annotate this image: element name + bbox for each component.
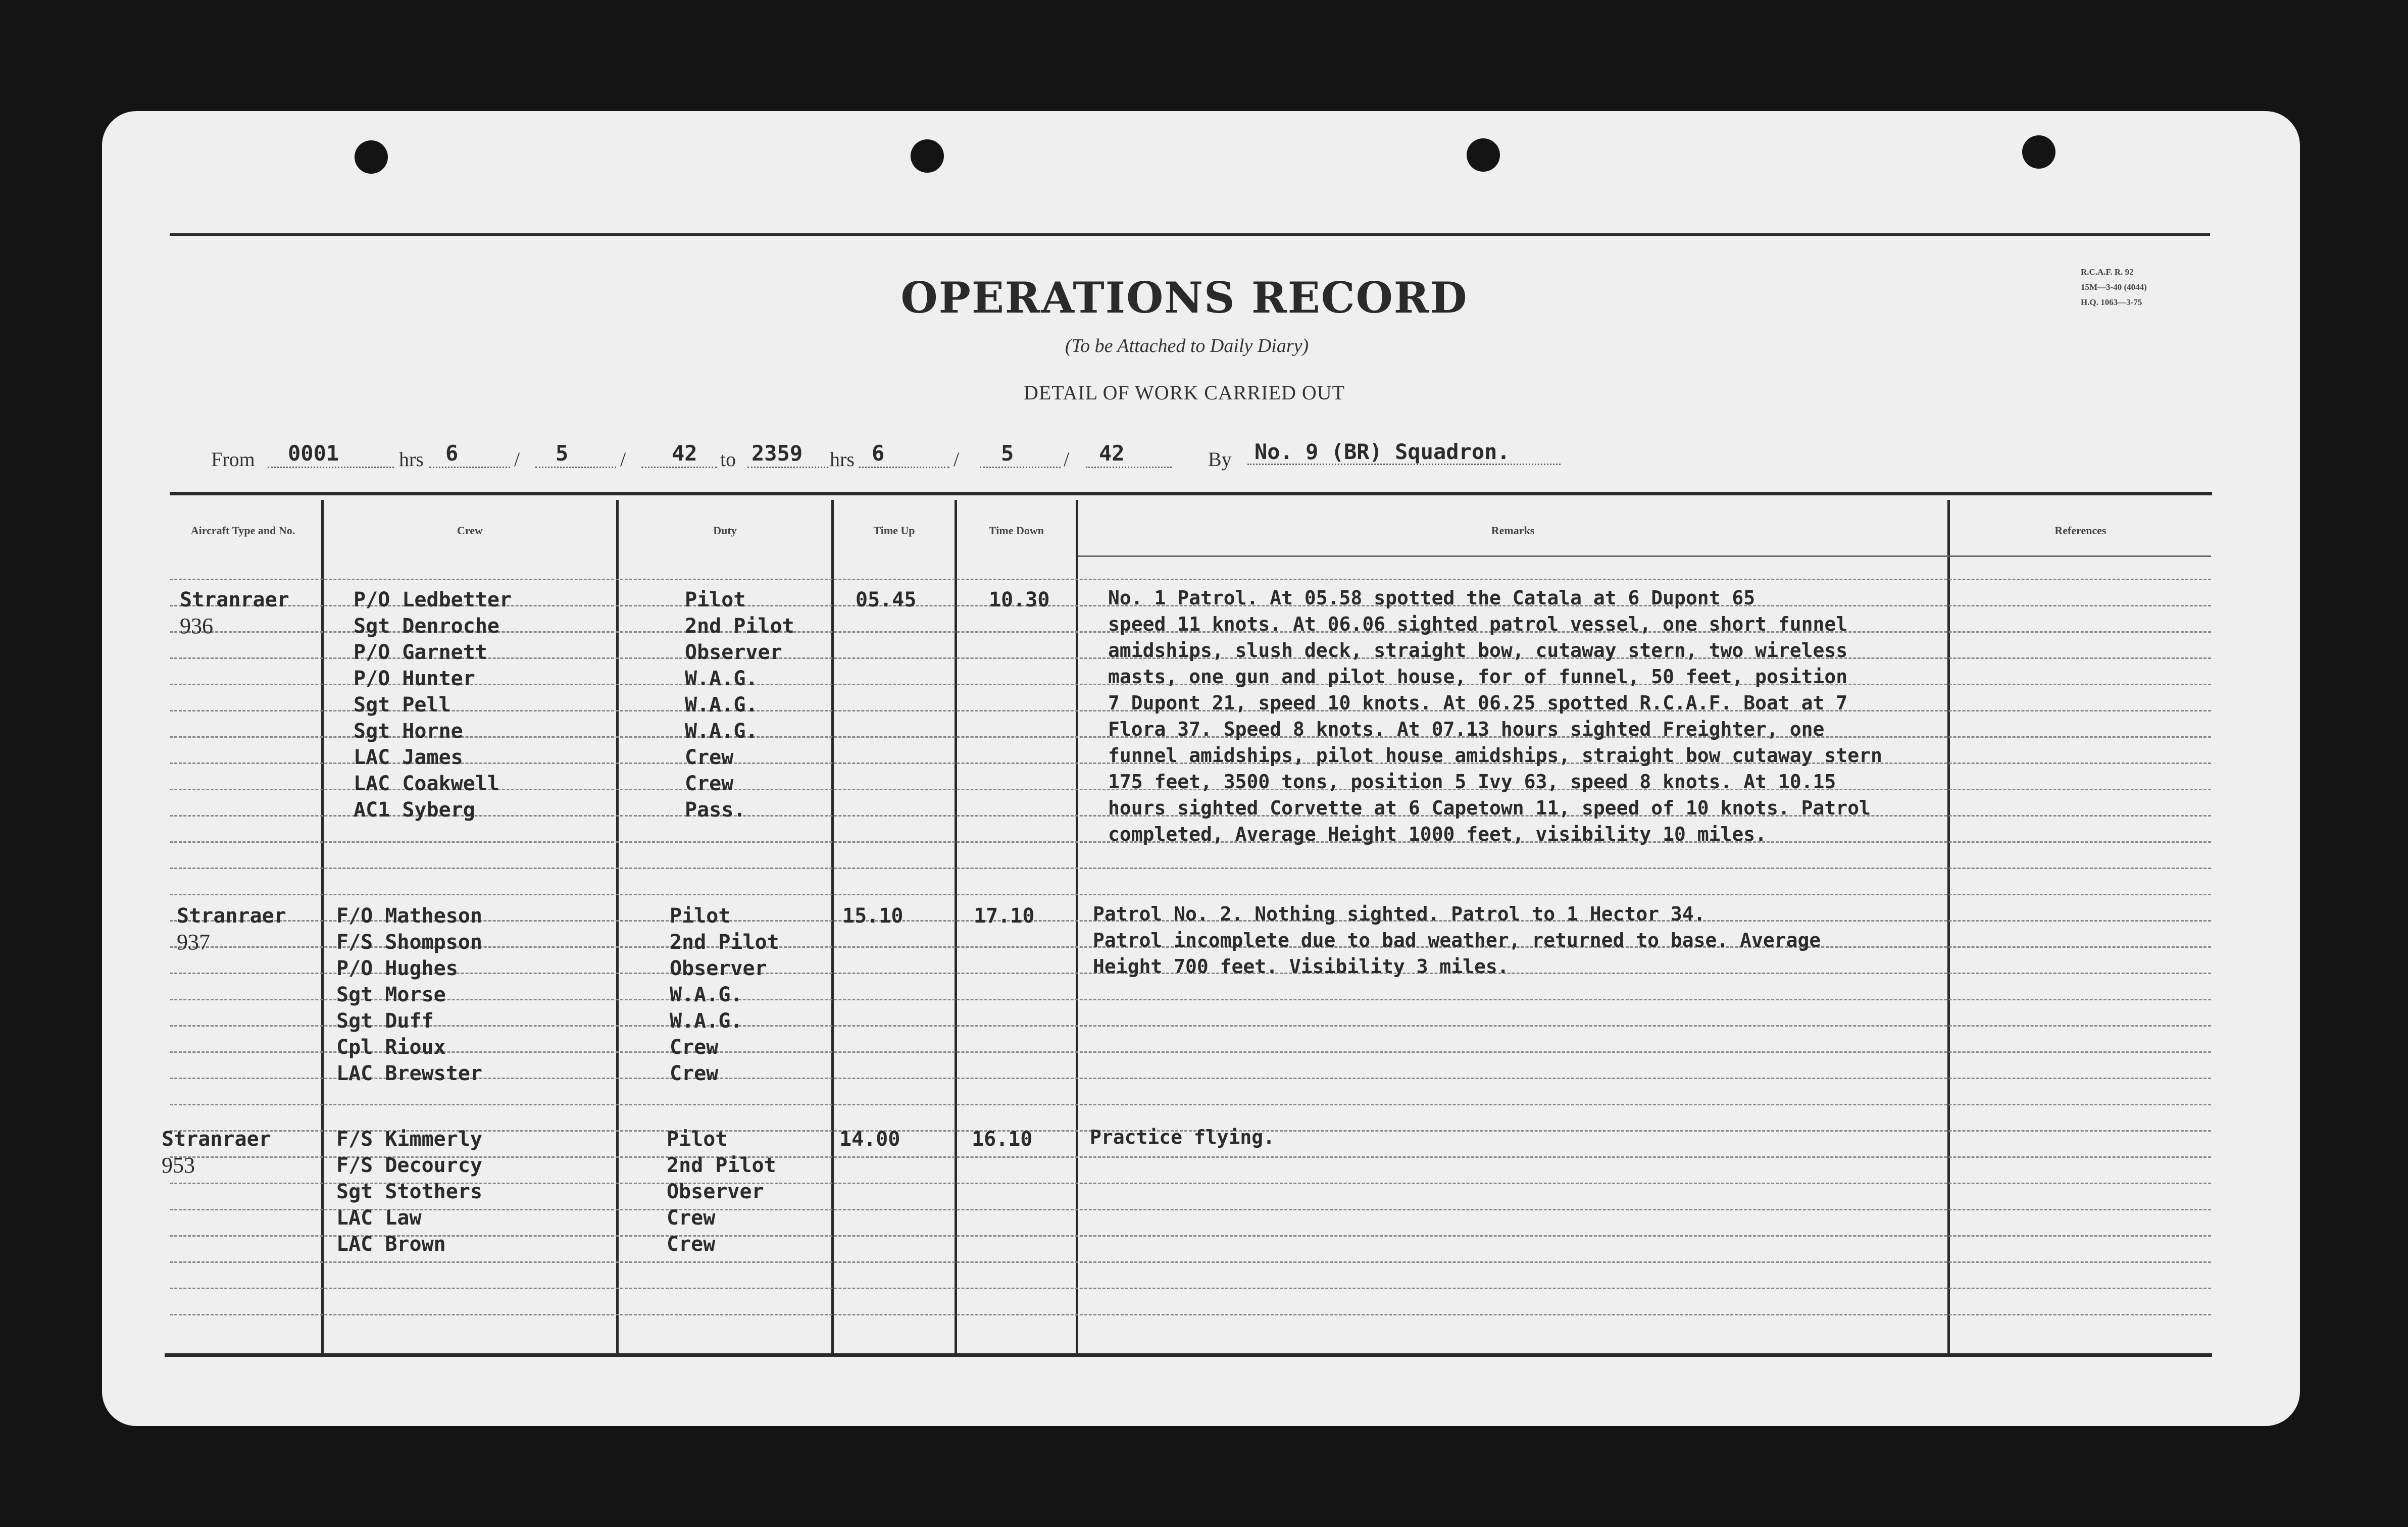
ruled-line [170,894,2211,895]
to-label: to [720,448,736,471]
crew-cell [354,587,512,823]
crew-member: F/O Matheson [336,904,482,928]
aircraft-cell [180,587,289,639]
crew-member: Sgt Morse [336,983,446,1006]
crew-member: LAC Brewster [336,1062,482,1085]
form-code-line: R.C.A.F. R. 92 [2081,267,2134,277]
time-down-cell [972,1126,1032,1152]
col-header-time-down: Time Down [989,524,1044,537]
from-time: 0001 [288,441,339,466]
remarks-line: hours sighted Corvette at 6 Capetown 11, speed of 10 knots. Patrol [1108,797,1871,819]
ruled-line [170,868,2211,869]
date-separator: / [620,448,626,471]
col-header-references: References [2054,524,2106,537]
duty-value: 2nd Pilot [667,1154,776,1177]
time-up-value: 05.45 [856,588,917,612]
remarks-line: 7 Dupont 21, speed 10 knots. At 06.25 spotted R.C.A.F. Boat at 7 [1108,692,1848,714]
duty-value: Pass. [685,798,746,822]
col-header-duty: Duty [713,524,737,537]
crew-member: LAC James [354,746,463,769]
form-code-line: H.Q. 1063—3-75 [2081,297,2142,307]
remarks-cell [1108,585,1882,847]
form-code-line: 15M—3-40 (4044) [2081,282,2147,292]
time-down-value: 10.30 [989,588,1050,612]
field-underline [1247,464,1561,465]
duty-value: Observer [667,1180,764,1203]
field-underline [747,467,828,468]
column-divider [1947,500,1950,1353]
detail-heading: DETAIL OF WORK CARRIED OUT [1023,381,1345,404]
duty-value: Crew [685,746,734,769]
crew-member: P/O Hughes [336,957,458,980]
column-divider [321,500,324,1353]
crew-member: Sgt Horne [354,720,463,743]
remarks-line: 175 feet, 3500 tons, position 5 Ivy 63, speed 8 knots. At 10.15 [1108,771,1836,793]
remarks-line: Flora 37. Speed 8 knots. At 07.13 hours sighted Freighter, one [1108,718,1825,740]
page-subtitle: (To be Attached to Daily Diary) [1065,335,1309,357]
duty-value: W.A.G. [670,1009,743,1033]
page-title: OPERATIONS RECORD [900,273,1468,323]
duty-value: Observer [685,641,782,664]
remarks-line: speed 11 knots. At 06.06 sighted patrol vessel, one short funnel [1108,613,1848,635]
duty-value: Crew [670,1062,719,1085]
remarks-cell [1093,901,1821,980]
time-up-cell [839,1126,900,1152]
crew-member: LAC Brown [336,1233,446,1256]
duty-cell [670,903,779,1087]
to-time: 2359 [751,441,803,466]
duty-value: 2nd Pilot [685,615,794,638]
col-header-crew: Crew [457,524,483,537]
from-day: 6 [445,441,459,466]
punch-hole [355,140,388,174]
duty-cell [685,587,794,823]
aircraft-number: 937 [177,930,210,954]
col-header-remarks: Remarks [1491,524,1535,537]
header-underline [1078,555,2211,557]
ruled-line [170,579,2211,580]
col-header-time-up: Time Up [873,524,915,537]
table-bottom-rule [165,1353,2212,1357]
date-separator: / [1064,448,1070,471]
crew-member: Cpl Rioux [336,1036,446,1059]
field-underline [535,467,616,468]
to-year: 42 [1099,441,1125,466]
remarks-line: Height 700 feet. Visibility 3 miles. [1093,955,1509,978]
remarks-line: completed, Average Height 1000 feet, visibility 10 miles. [1108,823,1767,845]
aircraft-cell [177,903,286,955]
punch-hole [911,139,944,173]
col-header-aircraft: Aircraft Type and No. [190,524,295,537]
crew-member: LAC Law [336,1206,422,1230]
time-down-cell [974,903,1034,929]
hrs-label: hrs [830,448,855,471]
column-divider [955,500,957,1353]
duty-cell [667,1126,776,1257]
time-up-value: 15.10 [842,904,904,928]
duty-value: Pilot [670,904,731,928]
remarks-line: amidships, slush deck, straight bow, cutaway stern, two wireless [1108,639,1848,661]
remarks-line: No. 1 Patrol. At 05.58 spotted the Catala at 6 Dupont 65 [1108,587,1755,609]
squadron: No. 9 (BR) Squadron. [1255,439,1510,464]
time-up-cell [842,903,903,929]
crew-member: Sgt Pell [354,693,451,717]
by-label: By [1208,448,1232,471]
crew-member: AC1 Syberg [354,798,475,822]
from-month: 5 [556,441,569,466]
field-underline [641,467,717,468]
time-down-value: 16.10 [972,1128,1033,1151]
remarks-line: Patrol incomplete due to bad weather, returned to base. Average [1093,929,1821,951]
time-up-value: 14.00 [839,1128,900,1151]
crew-cell [336,903,482,1087]
remarks-line: Patrol No. 2. Nothing sighted. Patrol to 1 Hector 34. [1093,903,1705,925]
duty-value: W.A.G. [670,983,743,1006]
duty-value: Crew [667,1233,716,1256]
field-underline [980,467,1061,468]
form-code [2081,265,2242,310]
duty-value: 2nd Pilot [670,931,779,954]
field-underline [859,467,949,468]
duty-value: W.A.G. [685,693,758,717]
field-underline [429,467,510,468]
ruled-line [170,1314,2211,1315]
to-month: 5 [1001,441,1014,466]
aircraft-type: Stranraer [180,588,289,612]
top-rule [170,233,2210,236]
remarks-line: masts, one gun and pilot house, for of funnel, 50 feet, position [1108,666,1848,688]
duty-value: Crew [667,1206,716,1230]
punch-hole [1467,138,1500,172]
aircraft-type: Stranraer [177,904,286,928]
ruled-line [170,1104,2211,1105]
remarks-line: Practice flying. [1090,1126,1275,1148]
aircraft-type: Stranraer [162,1128,271,1151]
crew-member: P/O Garnett [354,641,487,664]
duty-value: W.A.G. [685,667,758,690]
aircraft-cell [162,1126,271,1179]
crew-member: F/S Shompson [336,931,482,954]
crew-member: Sgt Duff [336,1009,434,1033]
date-separator: / [954,448,960,471]
time-up-cell [856,587,916,613]
crew-member: F/S Kimmerly [336,1128,482,1151]
from-year: 42 [672,441,697,466]
crew-member: P/O Hunter [354,667,475,690]
remarks-line: funnel amidships, pilot house amidships, straight bow cutaway stern [1108,744,1882,767]
crew-member: P/O Ledbetter [354,588,512,612]
duty-value: Crew [670,1036,719,1059]
column-divider [616,500,619,1353]
punch-hole [2022,135,2055,169]
from-label: From [211,448,255,471]
duty-value: Pilot [685,588,746,612]
duty-value: Crew [685,772,734,795]
remarks-cell [1090,1124,1275,1150]
field-underline [268,467,394,468]
ruled-line [170,1288,2211,1289]
crew-member: Sgt Stothers [336,1180,482,1203]
field-underline [1086,467,1172,468]
ruled-line [170,1261,2211,1263]
crew-member: F/S Decourcy [336,1154,482,1177]
table-top-rule [170,492,2212,495]
aircraft-number: 936 [180,614,213,638]
duty-value: Observer [670,957,767,980]
crew-member: Sgt Denroche [354,615,499,638]
column-divider [831,500,834,1353]
column-divider [1076,500,1078,1353]
hrs-label: hrs [399,448,424,471]
to-day: 6 [872,441,885,466]
crew-member: LAC Coakwell [354,772,499,795]
time-down-value: 17.10 [974,904,1035,928]
crew-cell [336,1126,482,1257]
aircraft-number: 953 [162,1153,195,1178]
duty-value: Pilot [667,1128,728,1151]
duty-value: W.A.G. [685,720,758,743]
date-separator: / [514,448,520,471]
time-down-cell [989,587,1049,613]
